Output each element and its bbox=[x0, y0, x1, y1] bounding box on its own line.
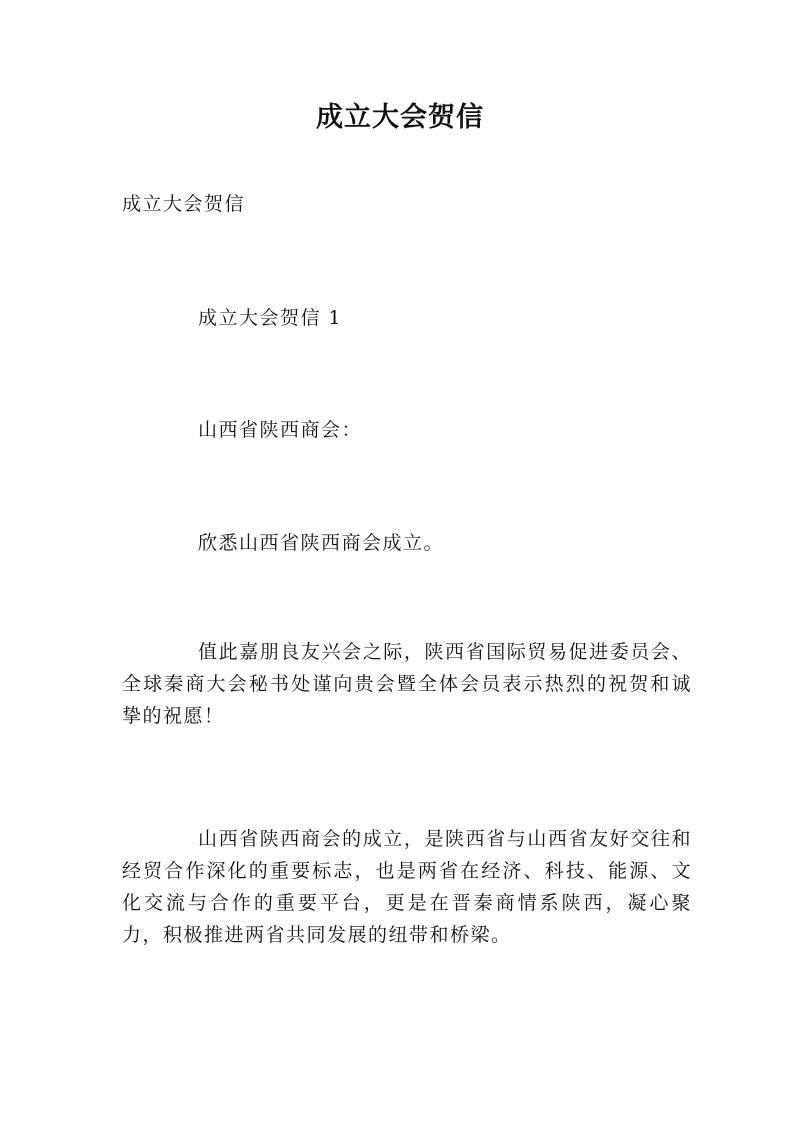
paragraph-1: 欣悉山西省陕西商会成立。 bbox=[198, 532, 445, 554]
document-title: 成立大会贺信 bbox=[316, 102, 484, 133]
document-subtitle: 成立大会贺信 bbox=[122, 193, 246, 215]
paragraph-2: 值此嘉朋良友兴会之际，陕西省国际贸易促进委员会、全球秦商大会秘书处谨向贵会暨全体会员表示热烈的祝贺和诚挚的祝愿！ bbox=[122, 641, 692, 727]
paragraph-3: 山西省陕西商会的成立，是陕西省与山西省友好交往和经贸合作深化的重要标志，也是两省在经济、科技、能源、文化交流与合作的重要平台，更是在晋秦商情系陕西，凝心聚力，积极推进两省共同发展的纽带和桥梁。 bbox=[122, 828, 692, 946]
salutation: 山西省陕西商会： bbox=[198, 419, 363, 441]
section-heading: 成立大会贺信 1 bbox=[198, 307, 343, 329]
